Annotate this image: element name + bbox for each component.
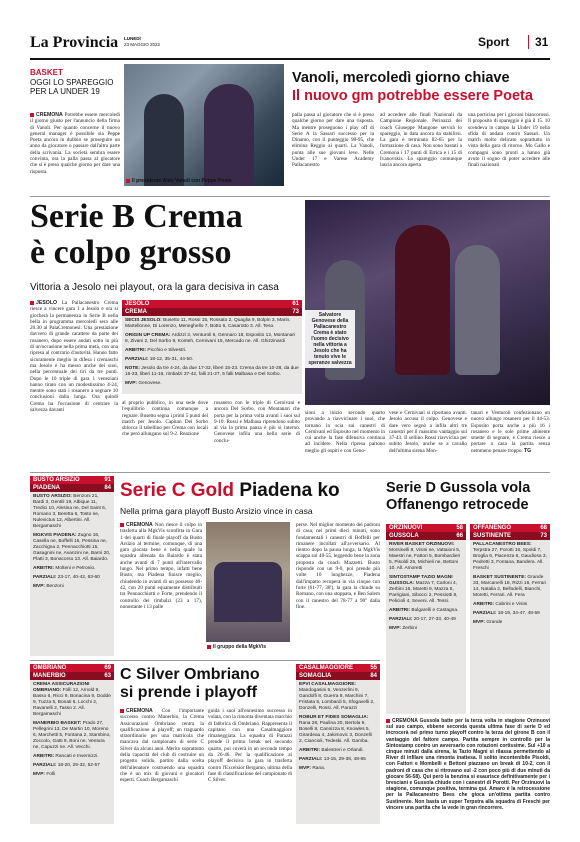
player-silhouette-icon [455, 245, 500, 375]
boxscore-line: MVP: Genovese. [125, 381, 162, 386]
top-col-1: palla passa al giocatore che si è preso qualche giorno per dare una risposta. Ma mentre proseguono i play off di Serie A la Sassari successo per la Dinamo, con il punteggio 98-95, che elimina Reggio ai quarti. La Vanoli, punta alle sue giovani leve. Nelle Under 17 e Varese Academy Pallacanestro [292, 112, 374, 169]
boxscore-line: BASKET SUSTINENTE: Grande 33, Marcanelli 18, Rizzi 16, Ferrari 14, Natalia 2, Bellodelli, Bianchi, Moretti, Ferrari. All. Fera [473, 575, 547, 598]
seriec-col-3: perse. Nel miglior momento dei padroni di casa, nei primi dieci minuti, sono fondamentali i canestri di Boffelli per rimanere incollati all'avversario. Al rientro dopo la pausa lunga, la MgkVis scappa sul 48-55, leggendo bene la zona proposta da coach Mazzetti. Busto risponde con un 9-0, poi prende più volte 10 lunghezze, Piadena dall'impatto recupera in via cinque con forte (61-77, 38'), la gara la chiude su Romano, con una stoppata, e Ben Salem con il canestro del 78-77 a 90" dalla fine. [296, 522, 380, 610]
bullet-square-icon [386, 719, 390, 723]
boxscore-line: PARZIALI: 18-12, 35-31, 44-50. [125, 357, 194, 362]
serieb-headline-2: è colpo grosso [30, 234, 232, 271]
bullet-square-icon [126, 179, 130, 183]
serieb-col-2: rosanero con le triple di Cernivani e ancora Del Sorbo, con Montanari che porta per la prima volta avanti i suoi sul 9-10. Rossi e Malbasa riprendono subito al via la prima pausa è più si interno. Genovese infila una bella serie di conclu- [214, 400, 300, 444]
person-silhouette-icon [144, 94, 184, 186]
boxscore-line: ARBITRI: Cabrini e Visini [473, 602, 528, 607]
seriec-photo [206, 522, 290, 642]
masthead-rule [30, 58, 550, 60]
boxscore-line: SECIS JESOLO: Busetto 11, Rossi 15, Rossato 2, Quaglia 9, Bolpin 3, Marin, Martellonne, Di Lorenzo, Meneghello 7, Botto 6, Casarotto 3. All. Teso. [125, 318, 291, 329]
serieb-col-3: sioni a inizio secondo quarto provando a riavvicinare i suoi, che tornano in scia sui canestri di Cernivani ed Esposito nel momento in cui anche la fase difensiva continua ad incidere. Nella ripresa partono meglio gli ospiti e con Geno- [305, 410, 385, 454]
serieb-col-1: al proprio pubblico, in una sede dove l'equilibrio continua comunque a regnare. Busetto segna i primi 5 punti del match per Jesolo. Capitan Del Sorbo sblocca il tabellino per Crema con locali che però allungano sul 9-2. Reazione [122, 400, 208, 438]
seried-boxscore-1 [386, 524, 466, 714]
bullet-square-icon [120, 709, 124, 713]
csilver-col-2: guida i suoi all'ennesimo successo in volata, con la rimonta diventata marchio di fabbrica di Ombriano. Rappresenta il capitano con una Casalmaggiore rimaneggiata. La squadra di Parazzi prende il primo break nel secondo quarto, poi coverà in un secondo tempo da 26-46. Per la qualificazione ai playoff decisiva la gara in trasferta contro l'Excelsior Bergamo, ultima della fase di classificazione del campionato di C Silver. [208, 708, 292, 784]
section-divider [528, 35, 529, 49]
serieb-boxscore [122, 300, 302, 394]
boxscore-team-home: BUSTO ARSIZIO 91 [30, 476, 114, 484]
bullet-square-icon [30, 301, 34, 305]
boxscore-line: MANERBIO BASKET: Prado 27, Pellegrini 13, De Martin 10, Moreno 6, Marchetti 5, Fontana 2, Stambino, Zoccolo, Gatti 9, Boni ne, Ventura ne, Capuzzi ne. All. Vecchi. [33, 721, 111, 750]
boxscore-line: MVP: Grande [473, 620, 503, 625]
masthead-day: LUNEDÌ [124, 36, 141, 41]
boxscore-line: MVP: Folli [33, 772, 56, 777]
boxscore-line: MVP: Benzoni [33, 584, 64, 589]
boxscore-team-away: GUSSOLA 66 [386, 532, 466, 540]
newspaper-logo: La Provincia [30, 34, 119, 51]
serieb-col-4: vese e Cernivani si riportano avanti. Jesolo accusa il colpo. Genovese e dare vero segnò a infila altri tre canestri per il massimo vantaggio sul 37-43. Il sellino Rossi riavvicina per subito Jesolo, anche se a cavallo dell'ultima sirena Mon- [389, 410, 467, 454]
boxscore-line: EPVI CASALMAGGIORE: Mandogasini 5, Venzerlini 9, Gandolfi 8, Guerra 8, Marchini 7, Fristata 5, Lombardi 5, Sfogavelli 2, Donzelli, Rossi. All. Parazzi [299, 682, 375, 711]
masthead-date: 23 MAGGIO 2022 [124, 42, 161, 47]
bullet-square-icon [120, 523, 124, 527]
boxscore-line: PARZIALI: 20-17, 27-33, 40-49 [389, 617, 456, 622]
boxscore-team-home: ORZINUOVI 58 [386, 524, 466, 532]
csilver-boxscore-2 [296, 664, 380, 824]
boxscore-team-home: JESOLO 61 [122, 300, 302, 308]
seriec-headline: Serie C Gold Piadena ko [120, 480, 340, 501]
boxscore-team-away: PIADENA 84 [30, 484, 114, 492]
csilver-headline-2: si prende i playoff [120, 684, 257, 701]
seried-headline-1: Serie D Gussola vola [386, 480, 531, 496]
boxscore-team-home: OFFANENGO 68 [470, 524, 550, 532]
boxscore-line: ROBUR ET FIDES SOMAGLIA: Rana 28, Paulina 20, Bertola 9, Boselli 8, Cannizza 8, Knowles 5, Girardeau 4, Jakimovic 3, Donzelli 2, Ciancioli, Tedeski. All. Gamba. [299, 715, 372, 744]
top-headline-1: Vanoli, mercoledì giorno chiave [292, 70, 510, 86]
boxscore-line: BUSTO ARSIZIO: Benzoni 21, Bardi 3, Gentili 19, Albique 11, Tredici 10, Alesina ne, Del Saint 6, Romano 3, Beretta 6, Tosto ne, Nulevictus 12, Albertini. All. Bergamaschi [33, 494, 107, 529]
seried-lead-text: CREMONA Gussola batte per la terza volta in stagione Orzinuovi sul suo campo, ebbene seconda questa ultima fase di serie D ed incrocerà nel primo turno playoff contro la terza del girone B con il vantaggio del fattore campo. Partita sempre in controllo per la Sintostamp contro un avversario con rotazioni cortissime. Sul +10 a cinque minuti dalla sirena, la Tazio Magni si rilassa permettendo al River di infilare una rimonta inattesa. Il solito incontenibile Pisoldi, con Fattori e Mombelli e Bettoni piazzano un break di 10-2, con il padroni di casa che si ritrovano sul -2 con poco più di due minuti da giocare 56-58). Qui però la benzina si esaurisce definitivamente per i bresciani e Gussola chiude con i canestri di Porotti. Per Orzinuovi la stagione, comunque positiva, termina qui. Amaro è la retrocessione per la Pallacanestro Bees che gioca un'ottima partita contro Sustinente. Non basta un super Terpstra alla squadra di Freschi per vincere una partita che la vede in gran rincorrere. [386, 718, 550, 811]
boxscore-team-away: SOMAGLIA 84 [296, 672, 380, 680]
seriec-photo-caption: Il gruppo della MgkVis [207, 644, 293, 650]
boxscore-line: ARBITRI: Molteni e Petronio. [33, 566, 96, 571]
top-headline-2: Il nuovo gm potrebbe essere Poeta [292, 88, 533, 104]
seried-boxscore-2 [470, 524, 550, 714]
csilver-col-1: CREMONA Con l'importante successo contro Manerbio, la Crema Assicurazioni Ombriano centra la qualificazione ai playoff; un traguardo straordinario per una matricola che mancava dal campionato di serie C Silver da alcuni anni. Merito soprattutto della capacità del club di costruire un progetto solido, partito dalla scelta dell'allenatore costruendo una squadra che è un mix di giovani e giocatori esperti. Coach Bergamaschi [120, 708, 204, 784]
serieb-section-rule [30, 472, 550, 473]
boxscore-line: RIVER BASKET ORZINUOVI: Morsinelli 8, Visini ne, Vattaioni 5, Maestri ne, Fattori 5, Bombardieri 5, Pisoldi 25, Michieli ne, Bettoni 10. All. Amoretti [389, 542, 461, 571]
seriec-section-rule [30, 660, 380, 661]
boxscore-line: PARZIALI: 18-20, 29-32, 52-57 [33, 763, 100, 768]
top-col-2: ad accedere alle finali Nazionali da Campione Regionale. Perinazzi dei coach Giuseppe Mangone servirà lo spareggio, in data ancora da stabilirsi. La gara è terminata 82-65 per la formazione di casa. Non sono bastati a Cremona i 17 punti di Errica e i 15 di Ivanovskis. Lo spareggio comunque lascia ancora aperta [380, 112, 462, 169]
boxscore-team-away: SUSTINENTE 73 [470, 532, 550, 540]
boxscore-line: ARBITRI: Rancati e Invernizzi. [33, 754, 99, 759]
boxscore-line: ARBITRI: Balestreri e Orlandi. [299, 748, 364, 753]
top-lead-text: CREMONA Potrebbe essere mercoledì il giorno giusto per l'annuncio della firma di Vanoli. Per quanto concerne il nuovo general manager è possibile sia Peppe Poeta ancora in dubbio se proseguire un anno da giocatore o passare dall'altra parte della scrivania. La società sembra essere convinta, ora la palla passa al giocatore che si è preso qualche giorno per dare una risposta. [30, 112, 120, 175]
top-section-rule [30, 196, 550, 197]
masthead [30, 30, 550, 56]
seriec-col-1: CREMONA Non riesce il colpo in trasferta alla MgkVis sconfitta in Gara 1 dei quarti di finale playoff da Busto Arsizio al termine, comunque, di una gara giocata bene e nella quale la squadra allenata da Baiardo è stata anche avanti di 7 punti all'intervallo lungo. Nel primo tempo, infatti bene Busto, ma Piadena finisce meglio, chiudendo in avanti di un possesso 40-42, con 20 punti equamente distribuiti tra Pennacchiotti e Forte, prendendo il controllo dei rimbalzi (23 a 17), nonostante i 13 palle [120, 522, 202, 610]
csilver-headline-1: C Silver Ombriano [120, 666, 260, 683]
boxscore-line: PARZIALI: 23-17, 40-42, 63-60 [33, 575, 100, 580]
page-number: 31 [535, 35, 549, 49]
boxscore-team-home: CASALMAGGIORE 55 [296, 664, 380, 672]
player-silhouette-icon [395, 225, 450, 375]
serieb-headline-1: Serie B Crema [30, 198, 243, 235]
team-group-icon [214, 562, 282, 622]
serieb-photo-caption: Salvatore Genovese della Pallacanestro Crema è stato l'uomo decisivo nella vittoria a Jesolo che ha tenuto vive le speranze salvezza [305, 310, 355, 368]
top-photo [124, 64, 284, 186]
boxscore-line: SINTOSTAMP TAZIO MAGNI GUSSOLA: Mazza 7, Carloni 4, Zerbini 16, Maretti 9, Mazza 5, Parrigiani, Sibocci 2, Pessiotti 8, Pelicioli 4, Seveni. All. Tessi. [389, 575, 458, 604]
boxscore-line: MVP: Zerbini [389, 626, 418, 631]
top-col-3: una porticina per i giovani biancorossi. Il proposito di spareggio è già il 15. 10 scendeva in campo la Under 19 nella sfida di andata contro Sassari. Un match molto delicato soprattutto in vista della gara di ritorno. Mo Gallo e compagni sono pronti a hanno già avuto il sogno di poter accedere alle finali nazionali [468, 112, 550, 169]
top-kicker: BASKET [30, 68, 63, 77]
serieb-subhead: Vittoria a Jesolo nei playout, ora la gara decisiva in casa [30, 282, 279, 293]
seriec-subhead: Nella prima gara playoff Busto Arsizio vince in casa [120, 506, 313, 516]
boxscore-line: NOTE: Jesolo da tre 4-24, da due 17-32, liberi 15-23. Crema da tre 10-28, da due 16-33, liberi 11-16, rimbalzi 37-42, falli 21-27, 5 falli Malbasa e Del Sorbo. [125, 366, 299, 377]
boxscore-team-away: CREMA 73 [122, 308, 302, 316]
seriec-boxscore [30, 476, 114, 656]
boxscore-line: PARZIALI: 13-15, 29-38, 48-65 [299, 757, 366, 762]
serieb-photo [305, 200, 550, 405]
boxscore-line: ARBITRI: Bulgarelli e Castagna. [389, 608, 459, 613]
csilver-boxscore [30, 664, 114, 824]
boxscore-line: MGKVIS PIADENA: Zugno 16, Casella ne, Boffelli 15, Pessina ne, Zacchigna 2, Pennacchiotti 15, Gasagnini ne, Avanzini ne, Barni 20, Platti 3, Bonacorso 13. All. Baiardo. [33, 533, 111, 562]
boxscore-line: ORIGIN UP CREMA: Ardizzi 3, Venturoli 6, Gennaro 18, Esposito 12, Montanari 8, Zivani 2, Del Sorbo 9, Konteh, Cernivani 15, Mercado ne. All. Ghizzinardi [125, 333, 296, 344]
person-silhouette-icon [204, 84, 254, 186]
seried-headline-2: Offanengo retrocede [386, 497, 529, 513]
top-photo-caption: Il presidente Aldo Vanoli con Peppe Poeta [126, 178, 286, 184]
serieb-lead-text: JESOLO La Pallacanestro Crema riesce a vincere gara 1 a Jesolo e ora si giocherà la permanenza in Serie B nella bella in programma mercoledì sera alle 20.30 al PalaCremonesi. Una prestazione davvero di grande carattere da parte dei rosanero, dopo essere andati sotto in più di un'occasione nella prima metà, con una ripresa al contrario d'autorità. Hanno fatto sicuramente meglio in difesa i cremaschi ma Jesolo è ha messo anche dei suoi, nella percentuale dei tiri da tre punti. Dopo le 10 triple di gara 1 veneziani hanno tirato con un modestissimo 4-24, mentre sono stati i rosanero a segnare 10 conclusioni dalla lunga. Ora quindi Crema ha l'occasione di centrare la salvezza davanti [30, 300, 118, 414]
section-name: Sport [478, 35, 510, 49]
boxscore-line: MVP: Rana. [299, 766, 326, 771]
serieb-col-5: tanari e Venturoli confezionano un nuovo allungo rosanero per il 44-53. Esposito porta anche a più 16 i rosanero e le sole prime abinente smette di segnare, e Crema riesce a portare a casa la partita senza nemmeno penare troppo. TG [471, 410, 550, 454]
boxscore-line: PARZIALI: 18-19, 34-47, 48-59 [473, 611, 540, 616]
boxscore-team-home: OMBRIANO 69 [30, 664, 114, 672]
bullet-square-icon [207, 645, 211, 649]
boxscore-line: PALLACANESTRO BEES: Terpstra 27, Porotti 16, Spoldi 7, Broglia 6, Piacenza 6, Gaudiosa 3, Pedretti 3, Fontana, Bandera. All. Freschi [473, 542, 547, 571]
bullet-square-icon [30, 113, 34, 117]
top-subhead: OGGI LO SPAREGGIO PER LA UNDER 19 [30, 78, 114, 96]
boxscore-line: ARBITRI: Picchio e Silvestri. [125, 348, 187, 353]
boxscore-team-away: MANERBIO 63 [30, 672, 114, 680]
boxscore-line: CREMA ASSICURAZIONI OMBRIANO: Folli 12, Arnold 9, Basso 6, Ricci 9, Bonacina 9, Dodde 9, Tuzza 5, Bonati 6, Locchi 2, Ravanelli 2, Tasso 2. All. Bergamaschi [33, 682, 111, 717]
